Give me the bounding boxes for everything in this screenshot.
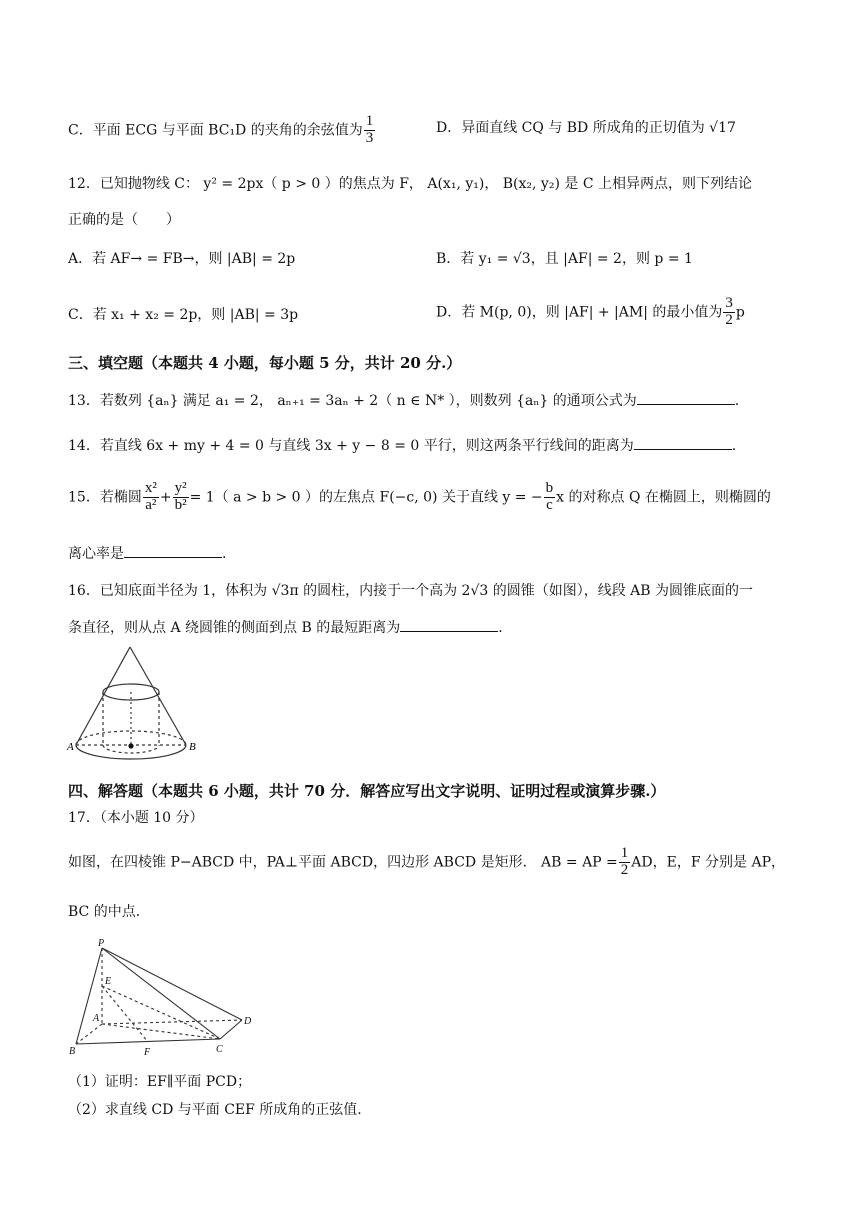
- q11-c-fraction: [364, 114, 376, 147]
- q12-option-d: [436, 296, 745, 329]
- base-center: [128, 743, 133, 748]
- edge-pd: [102, 948, 242, 1020]
- denominator: c: [546, 496, 553, 513]
- numerator: x²: [144, 480, 157, 496]
- q14-text: 14．若直线 6x + my + 4 = 0 与直线 3x + y − 8 = 0 平行，则这两条平行线间的距离为: [68, 438, 634, 454]
- label-e: E: [105, 976, 112, 987]
- numerator: y²: [174, 480, 187, 496]
- q15-line2-text: 离心率是: [68, 546, 124, 562]
- q11-c-text: 平面 ECG 与平面 BC₁D 的夹角的余弦值为: [92, 122, 363, 139]
- q11-d-text: 异面直线 CQ 与 BD 所成角的正切值为 √17: [461, 120, 736, 136]
- q12-d-post: p: [735, 304, 745, 321]
- q13: 13．若数列 {aₙ} 满足 a₁ = 2， aₙ₊₁ = 3aₙ + 2（ n ∈ N* ），则数列 {aₙ} 的通项公式为 .: [68, 390, 739, 410]
- answer-blank: [634, 435, 732, 450]
- numerator: b: [545, 480, 554, 496]
- q15-post: x 的对称点 Q 在椭圆上，则椭圆的: [556, 489, 771, 506]
- q11-option-d: [436, 120, 736, 137]
- q15-mid: = 1（ a > b > 0 ）的左焦点 F(−c, 0) 关于直线 y = −: [189, 489, 543, 506]
- q17-line1-post: AD，E，F 分别是 AP，: [631, 854, 785, 871]
- q12-option-b: B．若 y₁ = √3，且 |AF| = 2，则 p = 1: [436, 251, 693, 267]
- q17-sub1: （1）证明：EF∥平面 PCD；: [68, 1074, 252, 1090]
- q17-line2: BC 的中点．: [68, 904, 150, 920]
- pyramid-figure: [66, 936, 256, 1061]
- label-a: A: [93, 1013, 100, 1024]
- label-f: F: [144, 1047, 151, 1058]
- denominator: 3: [365, 129, 374, 146]
- label-b: B: [189, 741, 196, 753]
- label-a: A: [67, 741, 74, 753]
- edge-pb: [76, 948, 102, 1044]
- segment-ef: [102, 986, 148, 1042]
- label-b: B: [69, 1046, 76, 1057]
- q16-line1: 16．已知底面半径为 1，体积为 √3π 的圆柱，内接于一个高为 2√3 的圆锥（如图），线段 AB 为圆锥底面的一: [68, 583, 754, 599]
- q15-frac-y: [173, 481, 189, 514]
- q12-option-c: C．若 x₁ + x₂ = 2p，则 |AB| = 3p: [68, 307, 299, 323]
- denominator: 2: [620, 861, 629, 878]
- q11-d-label: D．: [436, 120, 462, 136]
- q16-line2-text: 条直径，则从点 A 绕圆锥的侧面到点 B 的最短距离为: [68, 620, 401, 636]
- q15-frac-x: [143, 481, 159, 514]
- q12-stem-line1: 12．已知抛物线 C： y² = 2px（ p > 0 ）的焦点为 F， A(x₁, y₁)， B(x₂, y₂) 是 C 上相异两点，则下列结论: [68, 176, 752, 192]
- q17-sub2: （2）求直线 CD 与平面 CEF 所成角的正弦值.: [68, 1102, 362, 1118]
- q17-frac: [619, 846, 631, 879]
- label-c: C: [216, 1044, 223, 1055]
- edge-cd: [220, 1020, 242, 1039]
- denominator: b²: [174, 496, 187, 513]
- label-p: P: [98, 938, 105, 949]
- label-d: D: [244, 1016, 252, 1027]
- section3-heading: 三、填空题（本题共 4 小题，每小题 5 分，共计 20 分.）: [68, 354, 462, 372]
- numerator: 3: [725, 295, 733, 311]
- q16-line2: 条直径，则从点 A 绕圆锥的侧面到点 B 的最短距离为 .: [68, 617, 503, 637]
- edge-ab: [76, 1024, 102, 1044]
- q12-d-pre: D．若 M(p, 0)，则 |AF| + |AM| 的最小值为: [436, 304, 723, 321]
- q17-heading: 17．（本小题 10 分）: [68, 810, 204, 826]
- q12-stem-line2: 正确的是（ ）: [68, 212, 180, 228]
- q12-option-a: A．若 AF→ = FB→，则 |AB| = 2p: [68, 251, 296, 267]
- section4-heading: 四、解答题（本题共 6 小题，共计 70 分．解答应写出文字说明、证明过程或演算步骤.）: [68, 782, 666, 800]
- q15-line1: [68, 481, 771, 514]
- q11-c-label: C．: [68, 122, 93, 139]
- cone-cylinder-figure: [66, 642, 208, 760]
- q17-line1: [68, 846, 785, 879]
- q14: 14．若直线 6x + my + 4 = 0 与直线 3x + y − 8 = 0 平行，则这两条平行线间的距离为 .: [68, 435, 736, 455]
- answer-blank: [124, 543, 222, 558]
- denominator: 2: [725, 311, 733, 328]
- q12-d-fraction: [723, 296, 735, 329]
- q11-option-c: [68, 114, 376, 147]
- q17-line1-pre: 如图，在四棱锥 P−ABCD 中，PA⊥平面 ABCD，四边形 ABCD 是矩形． AB = AP =: [68, 854, 618, 871]
- q15-pre: 15．若椭圆: [68, 489, 142, 506]
- q13-text: 13．若数列 {aₙ} 满足 a₁ = 2， aₙ₊₁ = 3aₙ + 2（ n ∈ N* ），则数列 {aₙ} 的通项公式为: [68, 393, 637, 409]
- answer-blank: [400, 617, 498, 632]
- answer-blank: [637, 390, 735, 405]
- cone-right-edge: [130, 647, 186, 745]
- edge-ad: [102, 1020, 242, 1024]
- q15-frac-bc: [544, 481, 556, 514]
- numerator: 1: [365, 113, 374, 129]
- q15-plus: +: [159, 489, 172, 506]
- q15-line2: 离心率是 .: [68, 543, 226, 563]
- numerator: 1: [620, 845, 629, 861]
- denominator: a²: [145, 496, 157, 513]
